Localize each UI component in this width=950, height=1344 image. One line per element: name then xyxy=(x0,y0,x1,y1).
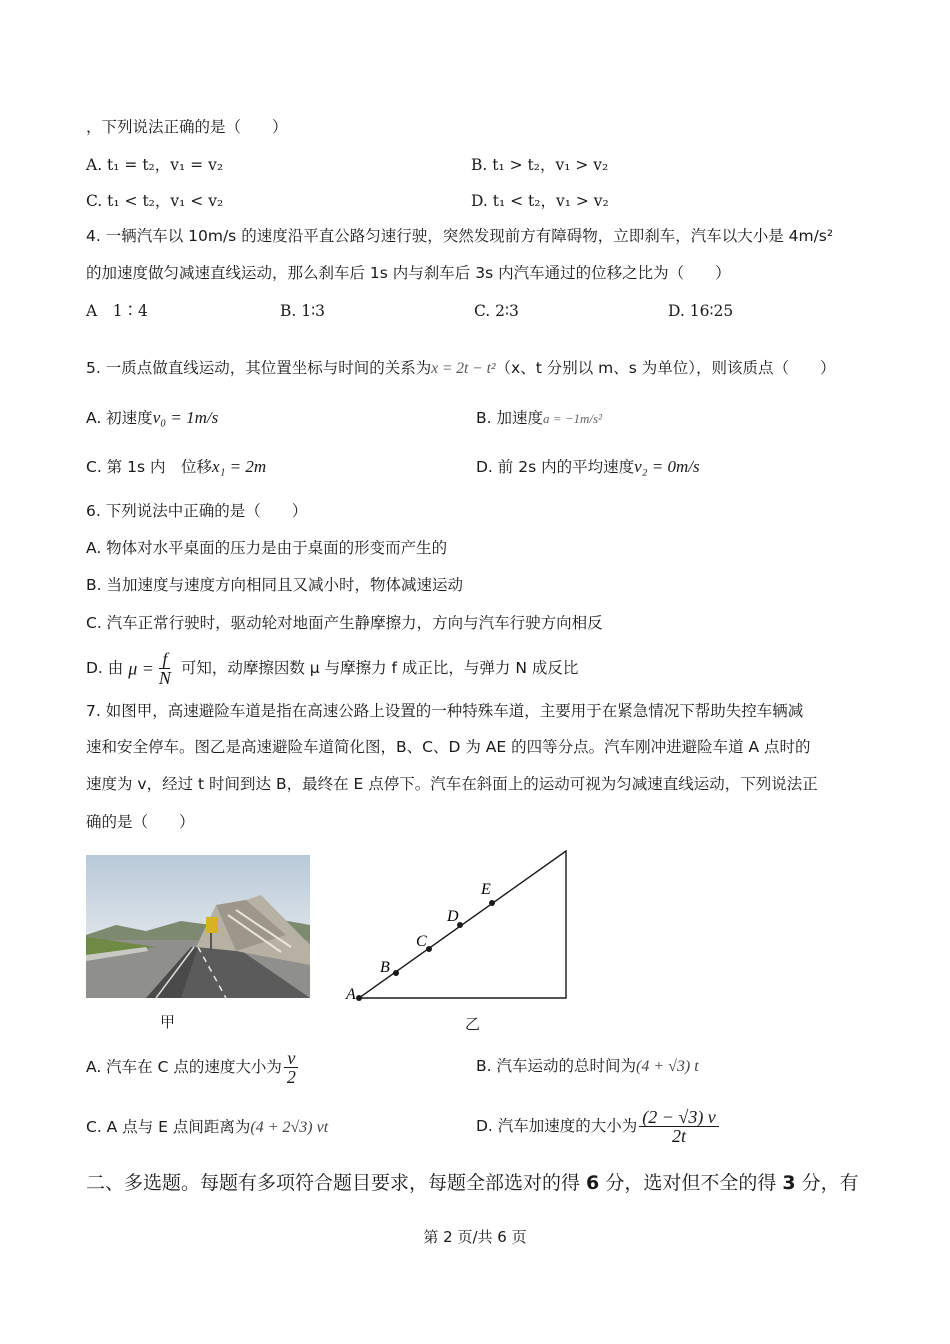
q5-option-d xyxy=(476,456,700,478)
q6-option-d-pre: D. 由 xyxy=(86,659,124,677)
q5-option-a-label: A. 初速度 xyxy=(86,409,153,427)
q7-option-b-label: B. 汽车运动的总时间为 xyxy=(476,1057,636,1075)
q6-formula-den: N xyxy=(158,668,171,688)
q7-option-a xyxy=(86,1045,301,1089)
q6-formula-fraction xyxy=(156,650,174,687)
q6-formula-lhs: μ = xyxy=(128,658,154,679)
q5-option-c-formula: x₁ = 2m xyxy=(211,457,267,476)
ramp-diagram xyxy=(340,845,580,1030)
point-b-dot xyxy=(393,970,399,976)
point-e-label: E xyxy=(481,881,491,898)
page-footer: 第 2 页/共 6 页 xyxy=(423,1228,527,1246)
q3-option-c: C. t₁ < t₂，v₁ < v₂ xyxy=(86,192,224,210)
q7-stem-line4: 确的是（ ） xyxy=(86,813,195,831)
q7-option-d-num: (2 − √3) v xyxy=(639,1108,719,1127)
figure-caption-yi: 乙 xyxy=(465,1015,481,1033)
q5-stem-pre: 5. 一质点做直线运动，其位置坐标与时间的关系为 xyxy=(86,359,432,377)
q7-stem-line3: 速度为 v，经过 t 时间到达 B，最终在 E 点停下。汽车在斜面上的运动可视为匀减速直线运动，下列说法正 xyxy=(86,775,818,793)
q5-option-a-formula: v₀ = 1m/s xyxy=(152,408,219,427)
point-a-dot xyxy=(356,995,362,1001)
q7-option-d-den: 2t xyxy=(672,1126,687,1146)
q6-option-d-post: 可知，动摩擦因数 μ 与摩擦力 f 成正比，与弹力 N 成反比 xyxy=(180,659,579,677)
q7-option-d xyxy=(476,1104,721,1148)
q4-stem-line2: 的加速度做匀减速直线运动，那么刹车后 1s 内与刹车后 3s 内汽车通过的位移之比为（ ） xyxy=(86,264,731,282)
q4-option-d: D. 16∶25 xyxy=(668,302,734,320)
q7-option-d-label: D. 汽车加速度的大小为 xyxy=(476,1117,638,1135)
q5-option-b-label: B. 加速度 xyxy=(476,409,543,427)
q5-option-b xyxy=(476,407,602,430)
point-b-label: B xyxy=(380,959,390,976)
q5-option-c xyxy=(86,456,266,478)
q5-option-b-formula: a = −1m/s² xyxy=(543,411,603,426)
q7-option-c-formula: (4 + 2√3) vt xyxy=(250,1119,329,1136)
q5-option-a xyxy=(86,407,218,429)
q4-stem-line1: 4. 一辆汽车以 10m/s 的速度沿平直公路匀速行驶，突然发现前方有障碍物，立即刹车，汽车以大小是 4m/s² xyxy=(86,227,834,245)
q5-option-c-label: C. 第 1s 内 位移 xyxy=(86,458,212,476)
q7-option-a-label: A. 汽车在 C 点的速度大小为 xyxy=(86,1058,282,1076)
section-2-mid: 分，选对但不全的得 xyxy=(599,1172,783,1194)
q3-option-a: A. t₁ = t₂，v₁ = v₂ xyxy=(86,156,224,174)
q7-option-a-den: 2 xyxy=(286,1067,296,1087)
q3-option-b: B. t₁ > t₂，v₁ > v₂ xyxy=(471,156,609,174)
q7-stem-line2: 速和安全停车。图乙是高速避险车道简化图，B、C、D 为 AE 的四等分点。汽车刚冲进避险车道 A 点时的 xyxy=(86,738,811,756)
point-d-label: D xyxy=(447,908,459,925)
q5-option-d-label: D. 前 2s 内的平均速度 xyxy=(476,458,635,476)
section-2-heading xyxy=(86,1170,859,1196)
q7-option-c-label: C. A 点与 E 点间距离为 xyxy=(86,1118,251,1136)
q6-stem: 6. 下列说法中正确的是（ ） xyxy=(86,502,308,520)
point-c-label: C xyxy=(416,933,427,950)
q5-stem xyxy=(86,357,836,380)
q5-stem-formula: x = 2t − t² xyxy=(431,360,496,377)
runaway-ramp-photo-art xyxy=(86,855,310,998)
q7-option-a-fraction xyxy=(284,1049,299,1086)
q7-option-b-formula: (4 + √3) t xyxy=(636,1058,699,1075)
section-2-pre: 二、多选题。每题有多项符合题目要求，每题全部选对的得 xyxy=(86,1172,587,1194)
section-2-score-partial: 3 xyxy=(782,1172,796,1194)
q3-stem-tail: ，下列说法正确的是（ ） xyxy=(86,118,288,136)
q6-option-b: B. 当加速度与速度方向相同且又减小时，物体减速运动 xyxy=(86,576,463,594)
q5-option-d-formula: v₂ = 0m/s xyxy=(634,457,700,476)
q7-stem-line1: 7. 如图甲，高速避险车道是指在高速公路上设置的一种特殊车道，主要用于在紧急情况下帮助失控车辆减 xyxy=(86,702,804,720)
q7-option-b xyxy=(476,1055,699,1078)
runaway-ramp-photo xyxy=(86,855,310,998)
point-a-label: A xyxy=(346,986,356,1003)
q7-option-d-fraction xyxy=(639,1108,719,1145)
q6-option-d xyxy=(86,646,578,691)
figure-caption-jia: 甲 xyxy=(160,1013,176,1031)
section-2-score-full: 6 xyxy=(586,1172,600,1194)
point-c-dot xyxy=(426,946,432,952)
section-2-post: 分，有 xyxy=(795,1172,859,1194)
q4-option-a: A 1∶4 xyxy=(86,302,148,320)
q4-option-c: C. 2∶3 xyxy=(474,302,519,320)
q7-option-c xyxy=(86,1116,328,1139)
q5-stem-post: （x、t 分别以 m、s 为单位），则该质点（ ） xyxy=(495,359,836,377)
q3-option-d: D. t₁ < t₂，v₁ > v₂ xyxy=(471,192,609,210)
q6-option-c: C. 汽车正常行驶时，驱动轮对地面产生静摩擦力，方向与汽车行驶方向相反 xyxy=(86,614,603,632)
point-e-dot xyxy=(489,900,495,906)
q7-option-a-num: v xyxy=(284,1049,298,1068)
q6-formula-num: f xyxy=(159,650,170,669)
q6-option-a: A. 物体对水平桌面的压力是由于桌面的形变而产生的 xyxy=(86,539,448,557)
q4-option-b: B. 1∶3 xyxy=(280,302,326,320)
